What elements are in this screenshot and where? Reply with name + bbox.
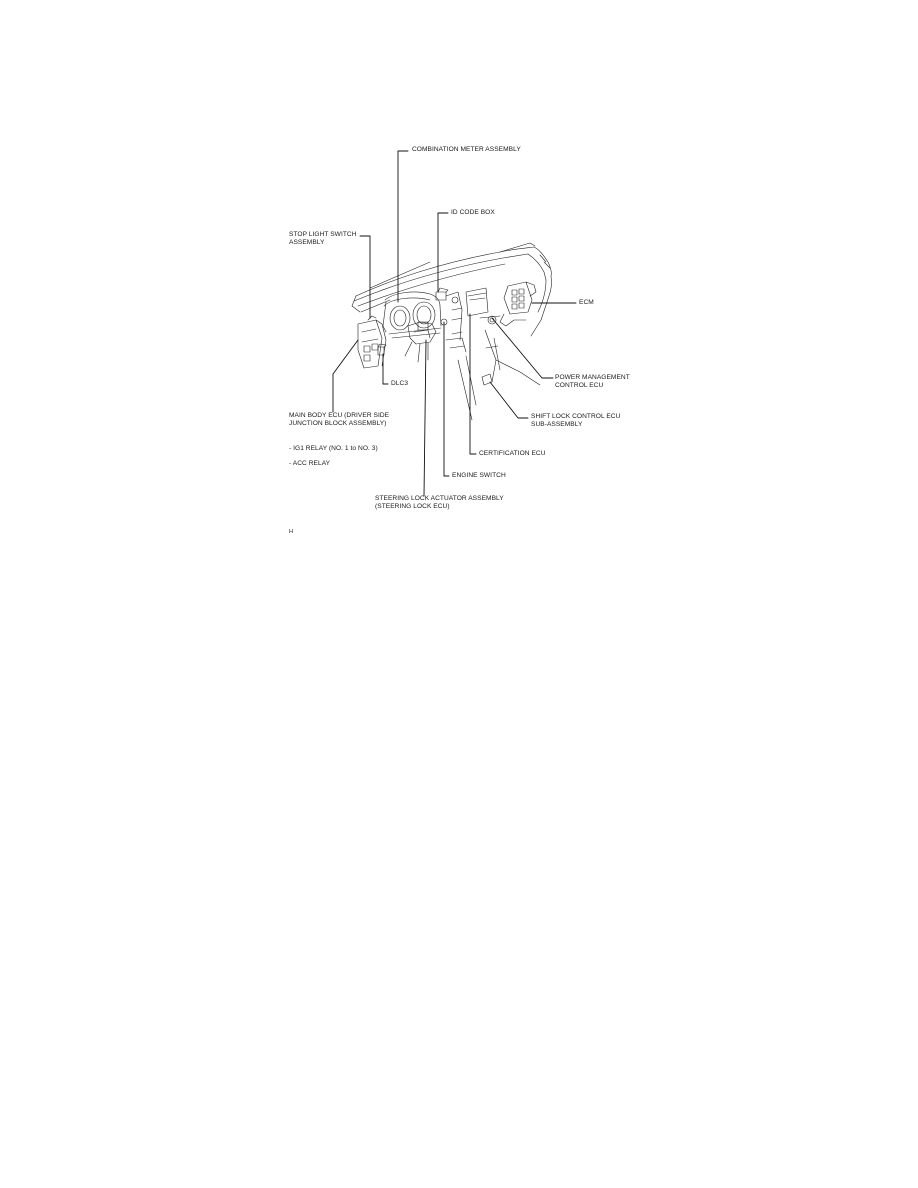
main-body-ecu-label: MAIN BODY ECU (DRIVER SIDE JUNCTION BLOCK ASSEMBLY) (289, 412, 390, 428)
ig1-relay-label: - IG1 RELAY (NO. 1 to NO. 3) (289, 445, 378, 452)
stop-light-switch-drawing (368, 316, 376, 320)
shift-lock-label: SHIFT LOCK CONTROL ECU SUB-ASSEMBLY (531, 413, 621, 429)
certification-ecu-label: CERTIFICATION ECU (479, 450, 546, 457)
steering-lock-label: STEERING LOCK ACTUATOR ASSEMBLY (STEERING LOCK ECU) (375, 495, 504, 511)
ecm-drawing (500, 282, 536, 326)
stop-light-switch-label: STOP LIGHT SWITCH ASSEMBLY (289, 231, 357, 247)
certification-ecu-drawing (466, 288, 488, 316)
ecm-label: ECM (579, 299, 594, 306)
dashboard-outline (352, 243, 552, 336)
id-code-box-label: ID CODE BOX (451, 209, 495, 216)
combination-meter-label: COMBINATION METER ASSEMBLY (412, 146, 521, 153)
engine-switch-label: ENGINE SWITCH (452, 472, 506, 479)
center-stack-drawing (441, 292, 540, 420)
power-management-label: POWER MANAGEMENT CONTROL ECU (555, 374, 630, 390)
steering-column-drawing (405, 322, 436, 362)
figure-code-label: H (289, 529, 294, 535)
power-management-drawing (488, 316, 496, 324)
dlc3-label: DLC3 (391, 380, 409, 387)
meter-cluster-drawing (383, 292, 441, 338)
acc-relay-label: - ACC RELAY (289, 460, 331, 467)
